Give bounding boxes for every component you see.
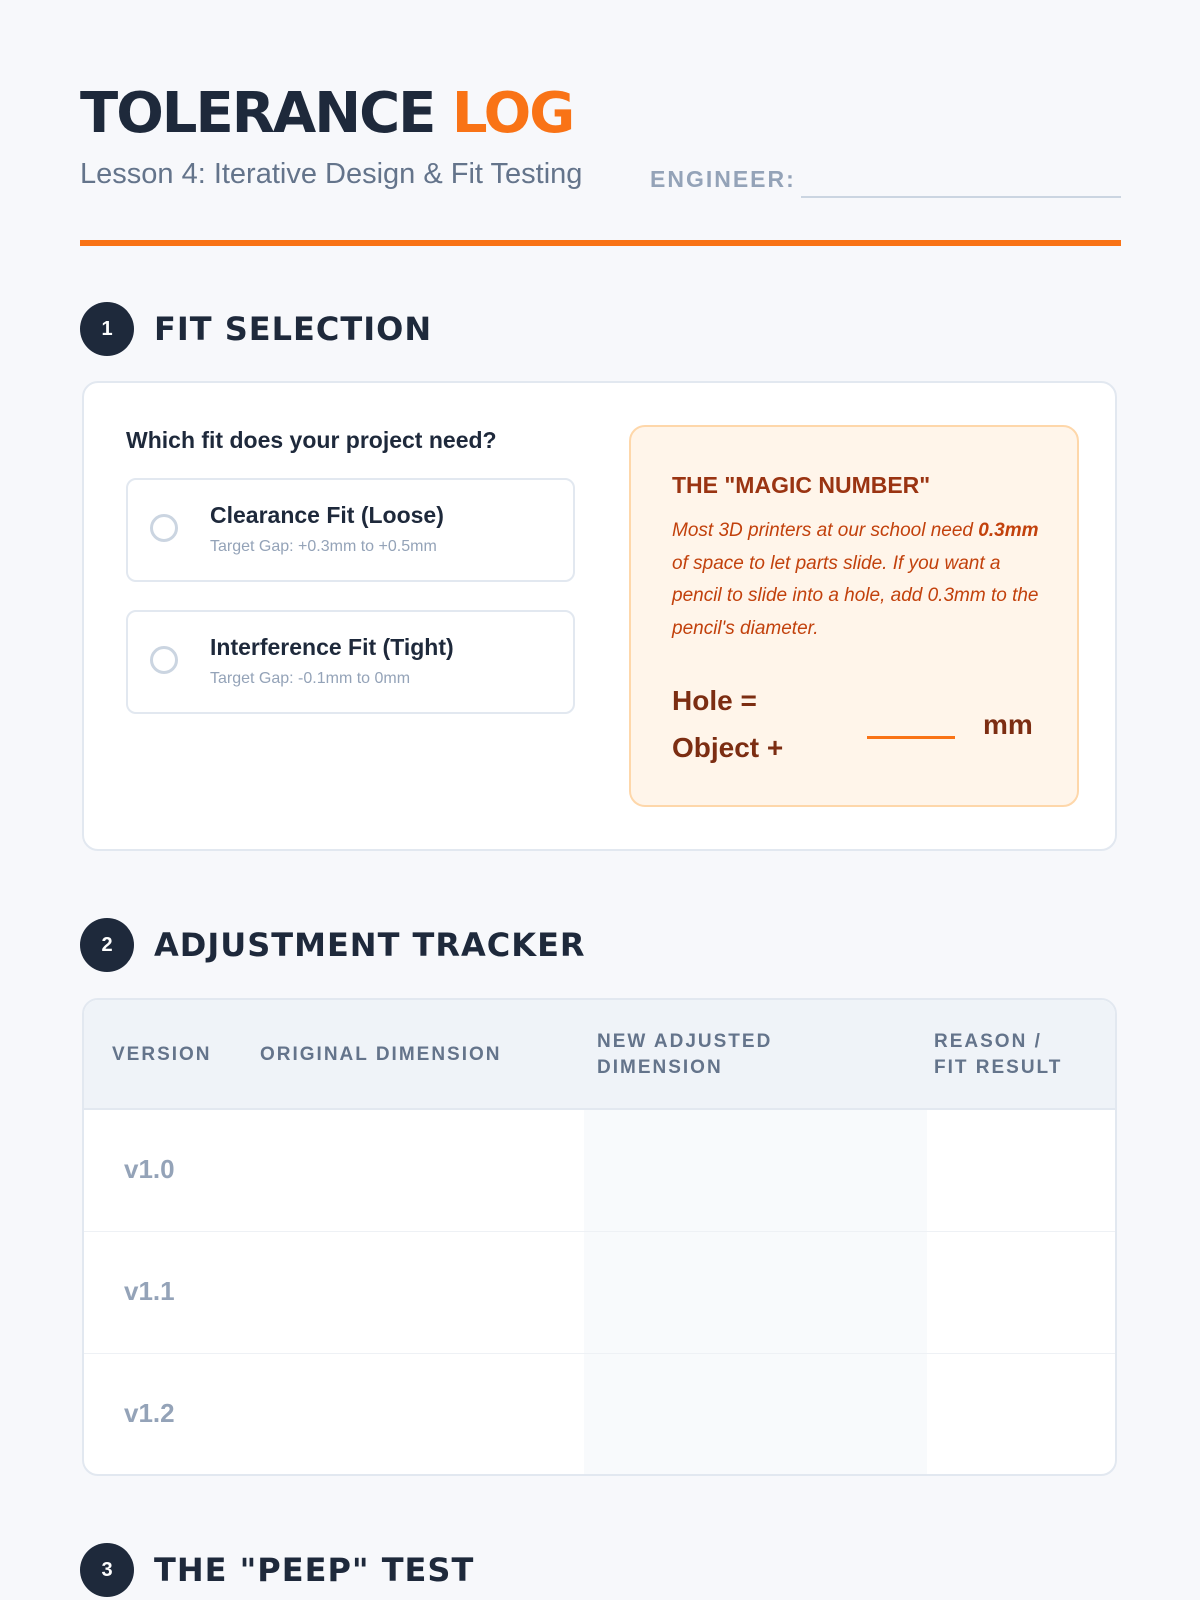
column-header-original: ORIGINAL DIMENSION (260, 1044, 502, 1065)
callout-body-part-1: Most 3D printers at our school need (672, 520, 973, 541)
option-title: Clearance Fit (Loose) (210, 502, 444, 528)
section-3-number: 3 (80, 1543, 134, 1597)
section-1-title: FIT SELECTION (154, 310, 433, 348)
option-title: Interference Fit (Tight) (210, 634, 454, 660)
lesson-subtitle: Lesson 4: Iterative Design & Fit Testing (80, 158, 583, 190)
header-divider (80, 240, 1121, 246)
fit-question: Which fit does your project need? (126, 427, 497, 453)
magic-number-callout (629, 425, 1079, 807)
version-label: v1.1 (124, 1276, 175, 1306)
formula-answer-field[interactable] (867, 736, 955, 739)
section-3-title: THE "PEEP" TEST (154, 1551, 475, 1589)
callout-title: THE "MAGIC NUMBER" (672, 472, 931, 498)
title-part-1: TOLERANCE (80, 81, 435, 146)
section-1-header (80, 302, 432, 356)
option-clearance-fit[interactable] (126, 478, 575, 582)
option-target-gap: Target Gap: -0.1mm to 0mm (210, 670, 411, 687)
option-target-gap: Target Gap: +0.3mm to +0.5mm (210, 538, 437, 555)
table-row[interactable] (84, 1232, 1115, 1354)
table-header (84, 1000, 1115, 1110)
radio-circle-icon[interactable] (150, 646, 178, 674)
adjustment-table (82, 998, 1117, 1476)
formula-unit: mm (983, 709, 1033, 740)
column-header-new: NEW ADJUSTED DIMENSION (597, 1031, 773, 1078)
callout-body-part-2: of space to let parts slide. If you want a pencil to slide into a hole, add 0.3mm to the pencil's diameter. (672, 552, 1039, 639)
table-row[interactable] (84, 1110, 1115, 1232)
callout-body (672, 515, 1042, 645)
fit-selection-card (82, 381, 1117, 851)
radio-circle-icon[interactable] (150, 514, 178, 542)
version-label: v1.2 (124, 1398, 175, 1428)
table-row[interactable] (84, 1354, 1115, 1476)
table-cell[interactable] (584, 1232, 927, 1353)
option-interference-fit[interactable] (126, 610, 575, 714)
column-header-version: VERSION (112, 1044, 212, 1065)
section-3-header (80, 1543, 474, 1597)
engineer-label: ENGINEER: (650, 166, 796, 192)
title-part-2: LOG (451, 81, 574, 146)
column-header-reason: REASON / FIT RESULT (934, 1031, 1063, 1078)
formula-label: Hole = Object + (672, 685, 784, 763)
engineer-name-field[interactable] (801, 196, 1121, 198)
callout-highlight: 0.3mm (978, 520, 1039, 541)
page-title (80, 81, 574, 146)
table-cell[interactable] (584, 1110, 927, 1231)
version-label: v1.0 (124, 1154, 175, 1184)
section-2-number: 2 (80, 918, 134, 972)
section-2-header (80, 918, 586, 972)
section-2-title: ADJUSTMENT TRACKER (154, 926, 586, 964)
table-cell[interactable] (584, 1354, 927, 1476)
section-1-number: 1 (80, 302, 134, 356)
